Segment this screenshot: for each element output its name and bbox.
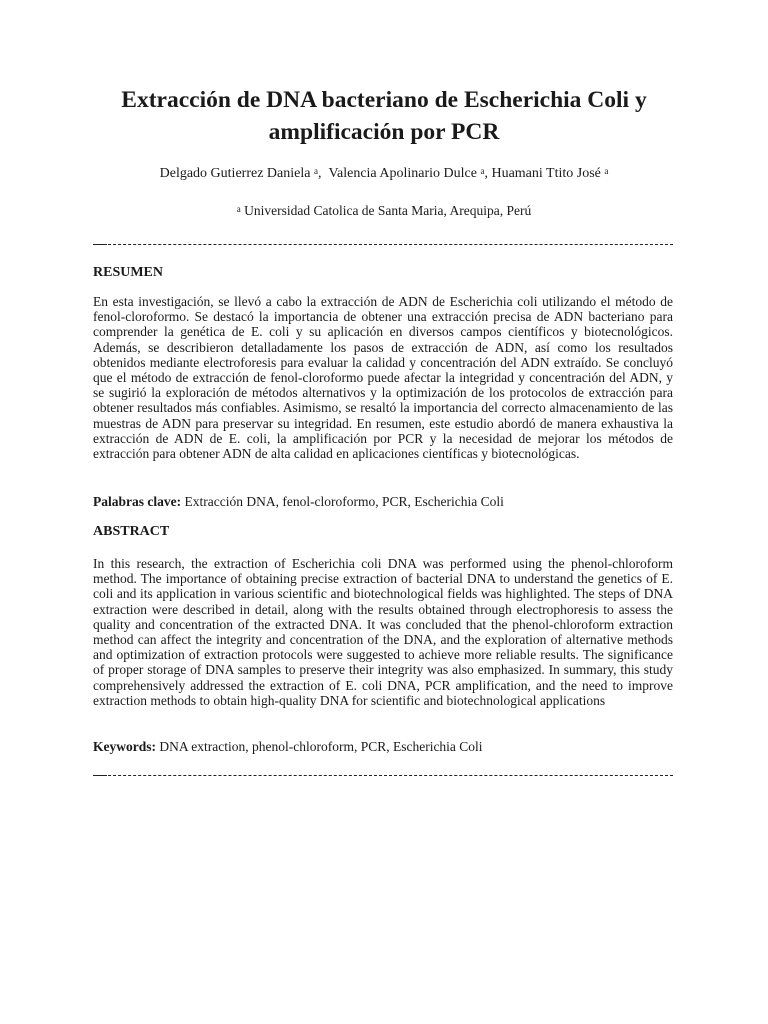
- abstract-heading: ABSTRACT: [93, 524, 170, 539]
- author-list: [60, 166, 708, 182]
- resumen-heading: RESUMEN: [93, 265, 164, 280]
- keywords-label: Keywords:: [93, 739, 156, 754]
- resumen-paragraph: En esta investigación, se llevó a cabo la extracción de ADN de Escherichia coli utilizando el método de fenol-cloroformo. Se destacó la importancia de obtener una extracción precisa de ADN bacteriano para comprender la genética de E. coli y su aplicación en diversos campos científicos y biotecnológicos. Además, se describieron detalladamente los pasos de extracción de ADN, así como los resultados obtenidos mediante electroforesis para evaluar la calidad y concentración del ADN extraído. Se concluyó que el método de extracción de fenol-cloroformo puede afectar la integridad y concentración del ADN, y se sugirió la exploración de métodos alternativos y la optimización de los protocolos de extracción para obtener resultados más confiables. Asimismo, se resaltó la importancia del correcto almacenamiento de las muestras de ADN para preservar su integridad. En resumen, este estudio abordó de manera exhaustiva la extracción de ADN de E. coli, la amplificación por PCR y la necesidad de mejorar los métodos de extracción para obtener ADN de alta calidad en aplicaciones científicas y biotecnológicas.: [93, 294, 673, 462]
- author-separator: ,: [317, 166, 325, 181]
- title-line-2: amplificación por PCR: [268, 119, 500, 145]
- author-affil-mark: a: [604, 166, 609, 176]
- author-name: Valencia Apolinario Dulce: [328, 166, 477, 181]
- author-affil-mark: a: [313, 166, 318, 176]
- keywords-text: DNA extraction, phenol-chloroform, PCR, Escherichia Coli: [156, 739, 483, 754]
- affiliation: [60, 203, 708, 219]
- paper-title: [60, 84, 708, 148]
- separator-rule-bottom: [93, 775, 673, 776]
- author-affil-mark: a: [480, 166, 485, 176]
- affiliation-mark: a: [236, 204, 241, 214]
- separator-rule-top: [93, 244, 673, 245]
- palabras-clave-label: Palabras clave:: [93, 494, 182, 509]
- affiliation-text: Universidad Catolica de Santa Maria, Arequipa, Perú: [244, 203, 532, 218]
- title-line-1: Extracción de DNA bacteriano de Escherichia Coli y: [121, 87, 647, 113]
- abstract-paragraph: In this research, the extraction of Escherichia coli DNA was performed using the phenol-chloroform method. The importance of obtaining precise extraction of bacterial DNA to understand the genetics of E. coli and its application in various scientific and biotechnological fields was highlighted. The steps of DNA extraction were described in detail, along with the results obtained through electrophoresis to assess the quality and concentration of the extracted DNA. It was concluded that the phenol-chloroform extraction method can affect the integrity and concentration of the DNA, and the exploration of alternative methods and optimization of extraction protocols were suggested to achieve more reliable results. The significance of proper storage of DNA samples to preserve their integrity was also emphasized. In summary, this study comprehensively addressed the extraction of E. coli DNA, PCR amplification, and the need to improve extraction methods to obtain high-quality DNA for scientific and biotechnological applications: [93, 556, 673, 708]
- keywords: [93, 739, 673, 755]
- palabras-clave-text: Extracción DNA, fenol-cloroformo, PCR, Escherichia Coli: [181, 494, 504, 509]
- palabras-clave: [93, 494, 673, 510]
- author-separator: ,: [484, 166, 492, 181]
- author-name: Huamani Ttito José: [491, 166, 601, 181]
- author-name: Delgado Gutierrez Daniela: [159, 166, 311, 181]
